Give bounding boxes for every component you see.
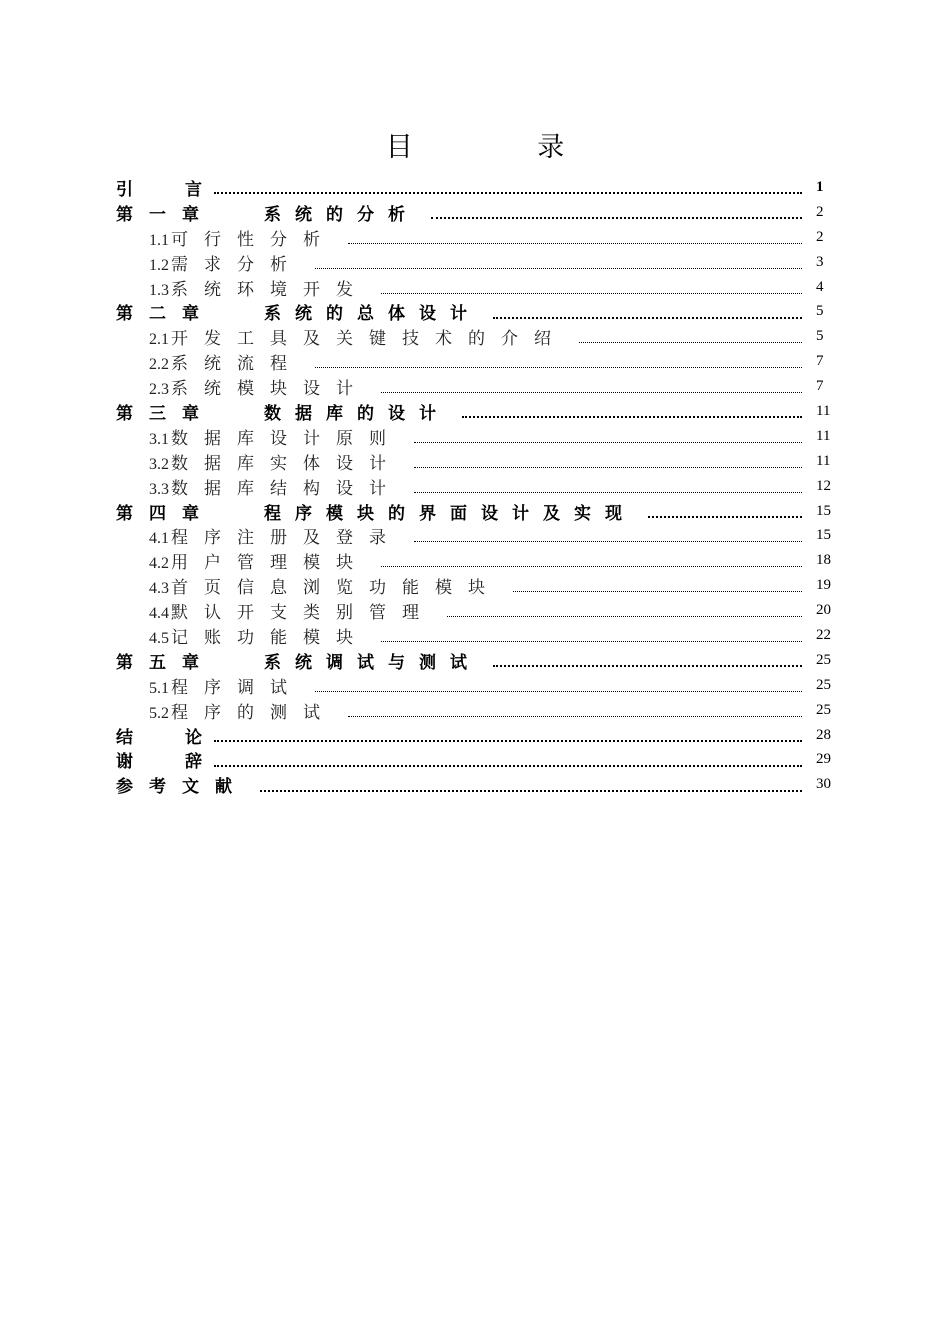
chapter-number: 第 二 章	[116, 304, 199, 325]
toc-section-entry[interactable]	[116, 698, 836, 723]
dot-leader	[260, 790, 802, 792]
toc-section-entry[interactable]	[116, 349, 836, 374]
page-number: 25	[816, 676, 831, 693]
dot-leader	[348, 243, 802, 244]
page-number: 29	[816, 751, 831, 768]
toc-section-entry[interactable]	[116, 324, 836, 349]
toc-chapter-entry[interactable]	[116, 175, 836, 200]
section-title: 系统流程	[171, 354, 303, 375]
toc-title: 目 录	[385, 132, 623, 163]
toc-entry-label	[149, 598, 435, 623]
dot-leader	[381, 566, 802, 567]
section-title: 用户管理模块	[171, 553, 369, 574]
chapter-title: 程序模块的界面设计及实现	[264, 503, 636, 524]
section-title: 默认开支类别管理	[171, 603, 435, 624]
dot-leader	[579, 342, 802, 343]
dot-leader	[381, 641, 802, 642]
page-number: 1	[816, 178, 824, 195]
toc-entry-label	[149, 449, 402, 474]
section-number: 2.2	[149, 356, 169, 374]
toc-section-entry[interactable]	[116, 523, 836, 548]
toc-entry-label	[149, 523, 402, 548]
section-title: 数据库实体设计	[171, 453, 402, 474]
page-number: 11	[816, 427, 831, 444]
section-title: 首页信息浏览功能模块	[171, 578, 501, 599]
section-number: 1.3	[149, 281, 169, 299]
page-number: 20	[816, 602, 831, 619]
toc-entry-label	[116, 499, 636, 524]
toc-section-entry[interactable]	[116, 449, 836, 474]
section-number: 5.2	[149, 704, 169, 722]
toc-entry-label	[149, 573, 501, 598]
dot-leader	[493, 665, 802, 667]
toc-section-entry[interactable]	[116, 275, 836, 300]
dot-leader	[414, 442, 802, 443]
chapter-title: 参考文献	[116, 777, 248, 798]
toc-chapter-entry[interactable]	[116, 299, 836, 324]
page-number: 11	[816, 452, 831, 469]
page-number: 28	[816, 726, 831, 743]
table-of-contents	[116, 175, 836, 797]
page-number: 5	[816, 328, 824, 345]
toc-section-entry[interactable]	[116, 374, 836, 399]
section-title: 系统模块设计	[171, 379, 369, 400]
dot-leader	[648, 516, 802, 518]
toc-entry-label	[149, 698, 336, 723]
toc-entry-label	[149, 374, 369, 399]
section-number: 2.3	[149, 381, 169, 399]
section-title: 系统环境开发	[171, 279, 369, 300]
section-number: 3.3	[149, 480, 169, 498]
section-number: 1.1	[149, 231, 169, 249]
page-number: 7	[816, 378, 824, 395]
section-number: 2.1	[149, 331, 169, 349]
dot-leader	[513, 591, 802, 592]
chapter-title: 数据库的设计	[264, 403, 450, 424]
chapter-number: 第 五 章	[116, 652, 199, 673]
dot-leader	[414, 541, 802, 542]
toc-section-entry[interactable]	[116, 673, 836, 698]
section-title: 程序调试	[171, 677, 303, 698]
page-number: 19	[816, 577, 831, 594]
toc-section-entry[interactable]	[116, 474, 836, 499]
section-number: 3.1	[149, 430, 169, 448]
section-title: 程序的测试	[171, 702, 336, 723]
dot-leader	[462, 416, 802, 418]
toc-entry-label	[116, 399, 450, 424]
toc-chapter-entry[interactable]	[116, 200, 836, 225]
section-title: 记账功能模块	[171, 627, 369, 648]
page-number: 22	[816, 626, 831, 643]
toc-entry-label	[149, 623, 369, 648]
section-number: 3.2	[149, 455, 169, 473]
page-number: 30	[816, 776, 831, 793]
toc-entry-label	[116, 299, 481, 324]
toc-section-entry[interactable]	[116, 424, 836, 449]
page-number: 2	[816, 228, 824, 245]
section-title: 数据库结构设计	[171, 478, 402, 499]
toc-entry-label	[116, 723, 202, 748]
page-number: 12	[816, 477, 831, 494]
dot-leader	[348, 716, 802, 717]
chapter-title: 结 论	[116, 727, 202, 748]
chapter-number: 第 一 章	[116, 204, 199, 225]
toc-entry-label	[149, 225, 336, 250]
toc-entry-label	[116, 772, 248, 797]
toc-entry-label	[116, 747, 202, 772]
toc-section-entry[interactable]	[116, 225, 836, 250]
toc-chapter-entry[interactable]	[116, 772, 836, 797]
section-title: 开发工具及关键技术的介绍	[171, 329, 567, 350]
page-number: 15	[816, 502, 831, 519]
page-number: 18	[816, 552, 831, 569]
section-number: 4.4	[149, 605, 169, 623]
toc-section-entry[interactable]	[116, 623, 836, 648]
page-number: 5	[816, 303, 824, 320]
toc-entry-label	[116, 648, 481, 673]
page-number: 11	[816, 402, 831, 419]
toc-chapter-entry[interactable]	[116, 747, 836, 772]
toc-section-entry[interactable]	[116, 598, 836, 623]
toc-section-entry[interactable]	[116, 548, 836, 573]
toc-entry-label	[116, 200, 419, 225]
toc-entry-label	[149, 250, 303, 275]
page-number: 3	[816, 253, 824, 270]
section-title: 可行性分析	[171, 229, 336, 250]
chapter-title: 谢 辞	[116, 752, 202, 773]
toc-entry-label	[149, 424, 402, 449]
dot-leader	[315, 268, 802, 269]
section-number: 4.5	[149, 629, 169, 647]
section-title: 需求分析	[171, 254, 303, 275]
page-number: 25	[816, 651, 831, 668]
toc-chapter-entry[interactable]	[116, 723, 836, 748]
toc-section-entry[interactable]	[116, 250, 836, 275]
toc-entry-label	[149, 349, 303, 374]
section-title: 程序注册及登录	[171, 528, 402, 549]
page-number: 4	[816, 278, 824, 295]
page-number: 2	[816, 203, 824, 220]
toc-entry-label	[149, 673, 303, 698]
toc-entry-label	[149, 275, 369, 300]
section-number: 5.1	[149, 679, 169, 697]
section-number: 1.2	[149, 256, 169, 274]
dot-leader	[315, 691, 802, 692]
toc-chapter-entry[interactable]	[116, 499, 836, 524]
dot-leader	[431, 217, 802, 219]
chapter-number: 第 三 章	[116, 403, 199, 424]
dot-leader	[447, 616, 802, 617]
toc-section-entry[interactable]	[116, 573, 836, 598]
toc-entry-label	[149, 474, 402, 499]
section-number: 4.3	[149, 580, 169, 598]
dot-leader	[214, 765, 802, 767]
toc-chapter-entry[interactable]	[116, 648, 836, 673]
dot-leader	[214, 192, 802, 194]
chapter-title: 系统的总体设计	[264, 304, 481, 325]
dot-leader	[315, 367, 802, 368]
chapter-title: 系统的分析	[264, 204, 419, 225]
chapter-title: 系统调试与测试	[264, 652, 481, 673]
chapter-number: 第 四 章	[116, 503, 199, 524]
page-number: 25	[816, 701, 831, 718]
page-number: 7	[816, 353, 824, 370]
chapter-title: 引 言	[116, 179, 202, 200]
dot-leader	[493, 317, 802, 319]
dot-leader	[214, 740, 802, 742]
dot-leader	[381, 392, 802, 393]
toc-entry-label	[149, 324, 567, 349]
section-title: 数据库设计原则	[171, 428, 402, 449]
section-number: 4.1	[149, 530, 169, 548]
toc-chapter-entry[interactable]	[116, 399, 836, 424]
toc-entry-label	[116, 175, 202, 200]
dot-leader	[414, 492, 802, 493]
dot-leader	[414, 467, 802, 468]
section-number: 4.2	[149, 555, 169, 573]
page-number: 15	[816, 527, 831, 544]
toc-entry-label	[149, 548, 369, 573]
dot-leader	[381, 293, 802, 294]
